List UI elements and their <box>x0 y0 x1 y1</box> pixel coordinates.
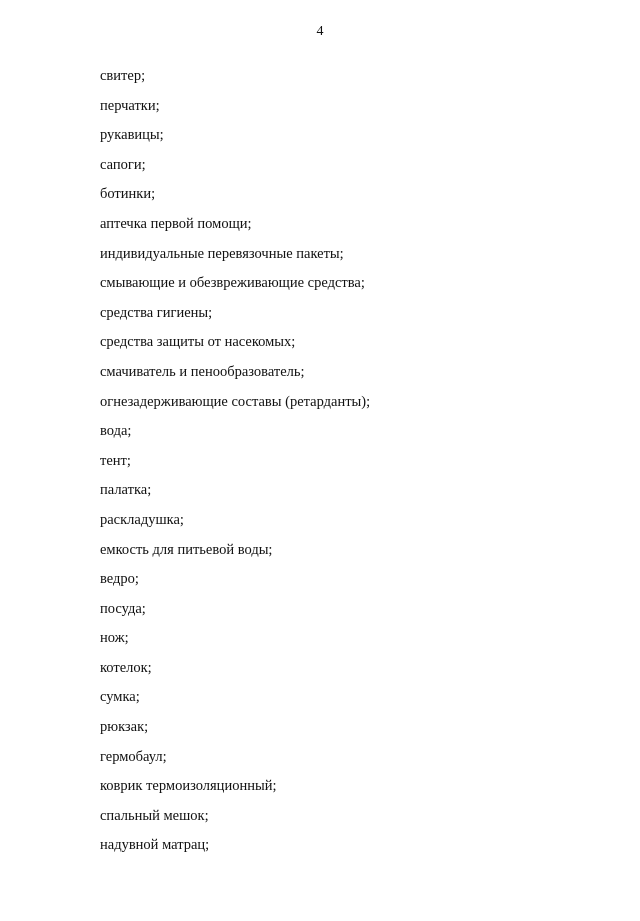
list-item: индивидуальные перевязочные пакеты; <box>100 245 344 262</box>
list-item: рюкзак; <box>100 719 149 736</box>
list-item: средства гигиены; <box>100 304 213 321</box>
list-item: смачиватель и пенообразователь; <box>100 363 305 380</box>
list-item: палатка; <box>100 482 152 499</box>
equipment-list <box>100 62 370 861</box>
list-item: огнезадерживающие составы (ретарданты); <box>100 393 371 410</box>
list-item: сапоги; <box>100 156 146 173</box>
list-item: аптечка первой помощи; <box>100 215 252 232</box>
list-item: тент; <box>100 452 131 469</box>
list-item: рукавицы; <box>100 127 164 144</box>
list-item: котелок; <box>100 659 152 676</box>
page-number: 4 <box>316 24 324 39</box>
list-item: надувной матрац; <box>100 837 210 854</box>
list-item: раскладушка; <box>100 511 184 528</box>
list-item: ведро; <box>100 571 139 588</box>
list-item: вода; <box>100 423 132 440</box>
list-item: коврик термоизоляционный; <box>100 778 277 795</box>
list-item: ботинки; <box>100 186 156 203</box>
list-item: емкость для питьевой воды; <box>100 541 273 558</box>
list-item: смывающие и обезвреживающие средства; <box>100 275 365 292</box>
list-item: сумка; <box>100 689 140 706</box>
list-item: средства защиты от насекомых; <box>100 334 296 351</box>
list-item: гермобаул; <box>100 748 167 765</box>
list-item: свитер; <box>100 68 146 84</box>
list-item: перчатки; <box>100 97 160 114</box>
list-item: посуда; <box>100 600 146 617</box>
list-item: спальный мешок; <box>100 807 209 824</box>
list-item: нож; <box>100 630 129 647</box>
